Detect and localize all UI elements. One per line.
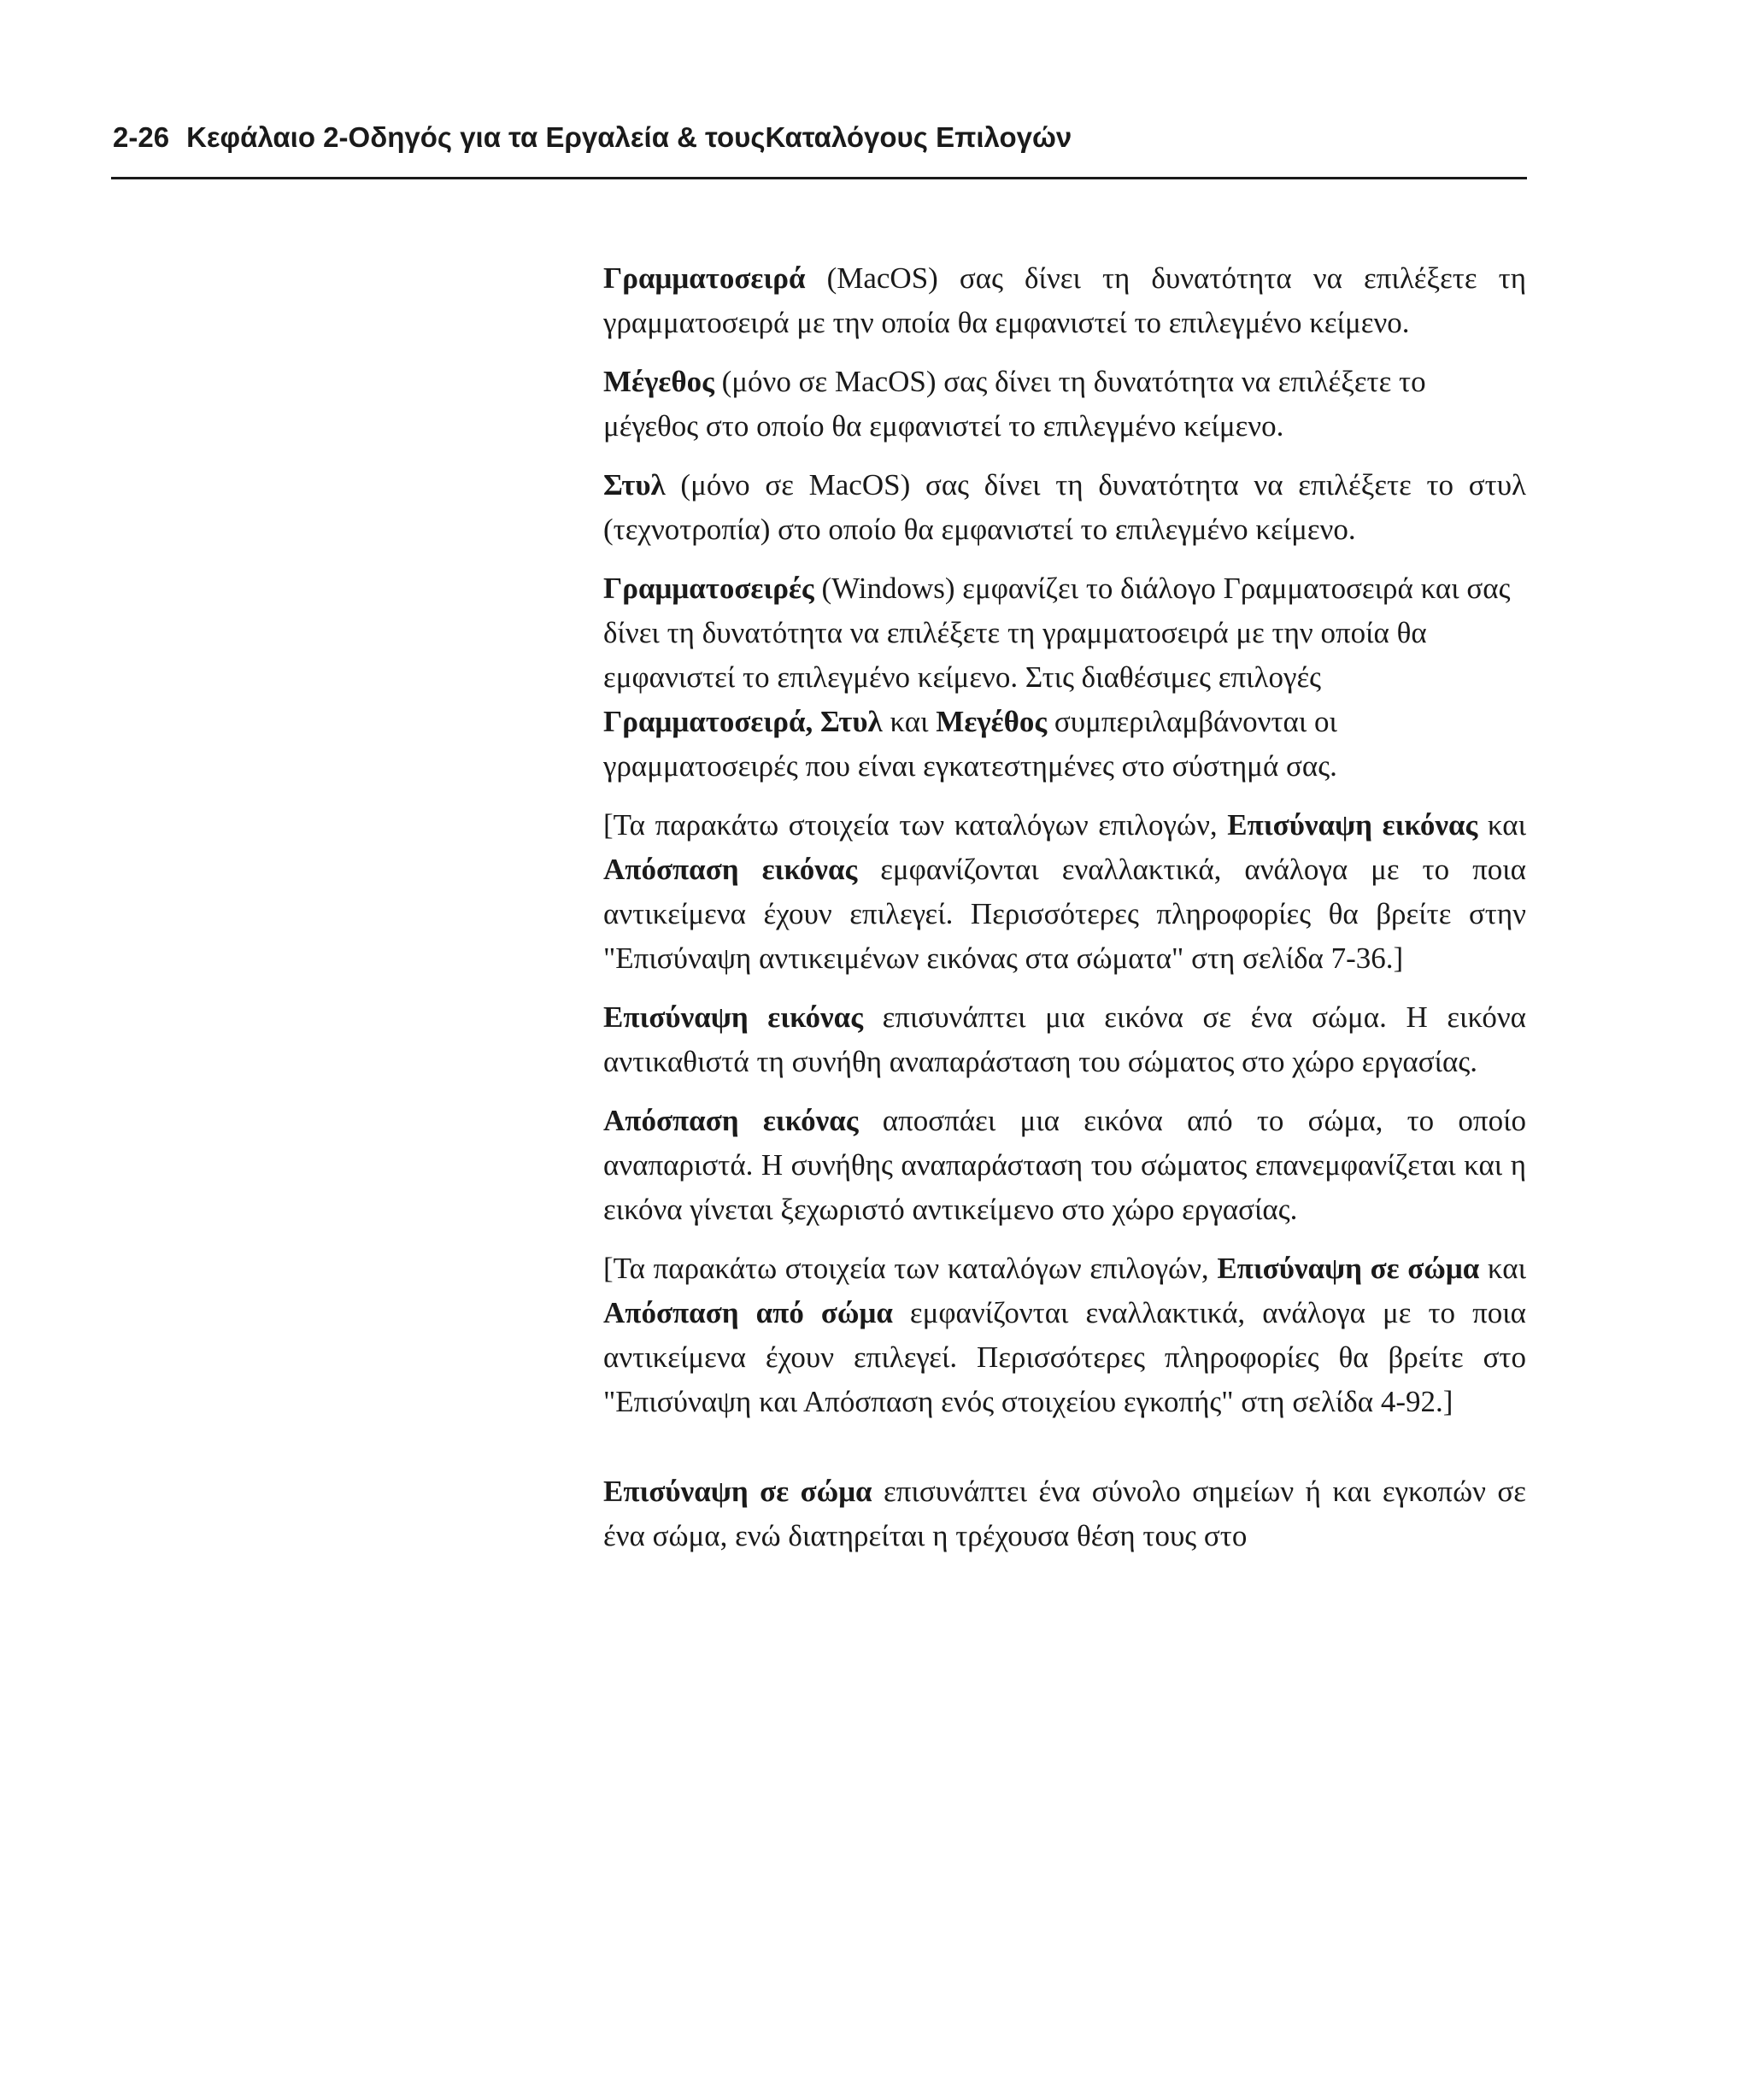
paragraph-text: (MacOS) σας δίνει τη δυνατότητα να επιλέξετε τη γραμματοσειρά με την οποία θα εμφανιστεί το επιλεγμένο κείμενο. — [603, 261, 1526, 339]
term-size: Μεγέθος — [936, 705, 1048, 738]
paragraph-text: αποσπάει μια εικόνα από το σώμα, το οποίο αναπαριστά. Η συνήθης αναπαράσταση του σώματος επανεμφανίζεται και η εικόνα γίνεται ξεχωριστό αντικείμενο στο χώρο εργασίας. — [603, 1104, 1526, 1226]
term-attach-body: Επισύναψη σε σώμα — [1217, 1252, 1480, 1285]
paragraph-text: και — [882, 705, 937, 738]
paragraph-font-macos — [603, 256, 1526, 345]
paragraph-text: επισυνάπτει ένα σύνολο σημείων ή και εγκοπών σε ένα σώμα, ενώ διατηρείται η τρέχουσα θέση τους στο — [603, 1475, 1526, 1552]
paragraph-attach-image — [603, 995, 1526, 1084]
paragraph-text: (μόνο σε MacOS) σας δίνει τη δυνατότητα να επιλέξετε το μέγεθος στο οποίο θα εμφανιστεί το επιλεγμένο κείμενο. — [603, 365, 1426, 443]
paragraph-style-macos — [603, 463, 1526, 552]
body-text — [603, 256, 1526, 1573]
term-detach-image: Απόσπαση εικόνας — [603, 1104, 859, 1137]
paragraph-note-body — [603, 1247, 1526, 1424]
paragraph-text: [Τα παρακάτω στοιχεία των καταλόγων επιλογών, — [603, 808, 1228, 842]
term-detach-body: Απόσπαση από σώμα — [603, 1296, 893, 1329]
paragraph-text: συμπεριλαμβάνονται οι γραμματοσειρές που είναι εγκατεστημένες στο σύστημά σας. — [603, 705, 1337, 783]
term-font: Γραμματοσειρά — [603, 261, 806, 295]
term-style: Στυλ — [603, 468, 666, 502]
paragraph-note-image — [603, 803, 1526, 981]
term-size: Μέγεθος — [603, 365, 714, 398]
running-header — [113, 121, 1527, 154]
header-rule — [111, 177, 1527, 179]
paragraph-text: εμφανίζονται εναλλακτικά, ανάλογα με το ποια αντικείμενα έχουν επιλεγεί. Περισσότερες πληροφορίες θα βρείτε στην "Επισύναψη αντικειμένων εικόνας στα σώματα" στη σελίδα 7-36.] — [603, 853, 1526, 975]
term-attach-image: Επισύναψη εικόνας — [603, 1000, 863, 1034]
term-attach-body: Επισύναψη σε σώμα — [603, 1475, 872, 1508]
term-attach-image: Επισύναψη εικόνας — [1227, 808, 1478, 842]
paragraph-text: και — [1479, 1252, 1526, 1285]
paragraph-fonts-windows — [603, 566, 1526, 789]
paragraph-text: (Windows) εμφανίζει το διάλογο Γραμματοσειρά και σας δίνει τη δυνατότητα να επιλέξετε τη γραμματοσειρά με την οποία θα εμφανιστεί το επιλεγμένο κείμενο. Στις διαθέσιμες επιλογές — [603, 572, 1511, 694]
page-number: 2-26 — [113, 121, 170, 153]
chapter-title: Κεφάλαιο 2-Οδηγός για τα Εργαλεία & τουςΚαταλόγους Επιλογών — [186, 121, 1072, 153]
paragraph-attach-body — [603, 1469, 1526, 1558]
paragraph-size-macos — [603, 360, 1526, 449]
term-fonts: Γραμματοσειρές — [603, 572, 814, 605]
paragraph-text: επισυνάπτει μια εικόνα σε ένα σώμα. Η εικόνα αντικαθιστά τη συνήθη αναπαράσταση του σώματος στο χώρο εργασίας. — [603, 1000, 1526, 1078]
paragraph-detach-image — [603, 1099, 1526, 1232]
paragraph-text: [Τα παρακάτω στοιχεία των καταλόγων επιλογών, — [603, 1252, 1218, 1285]
paragraph-text: (μόνο σε MacOS) σας δίνει τη δυνατότητα να επιλέξετε το στυλ (τεχνοτροπία) στο οποίο θα εμφανιστεί το επιλεγμένο κείμενο. — [603, 468, 1526, 546]
paragraph-text: εμφανίζονται εναλλακτικά, ανάλογα με το ποια αντικείμενα έχουν επιλεγεί. Περισσότερες πληροφορίες θα βρείτε στο "Επισύναψη και Απόσπαση ενός στοιχείου εγκοπής" στη σελίδα 4-92.] — [603, 1296, 1526, 1418]
paragraph-text: και — [1477, 808, 1526, 842]
term-font-style: Γραμματοσειρά, Στυλ — [603, 705, 883, 738]
term-detach-image: Απόσπαση εικόνας — [603, 853, 858, 886]
